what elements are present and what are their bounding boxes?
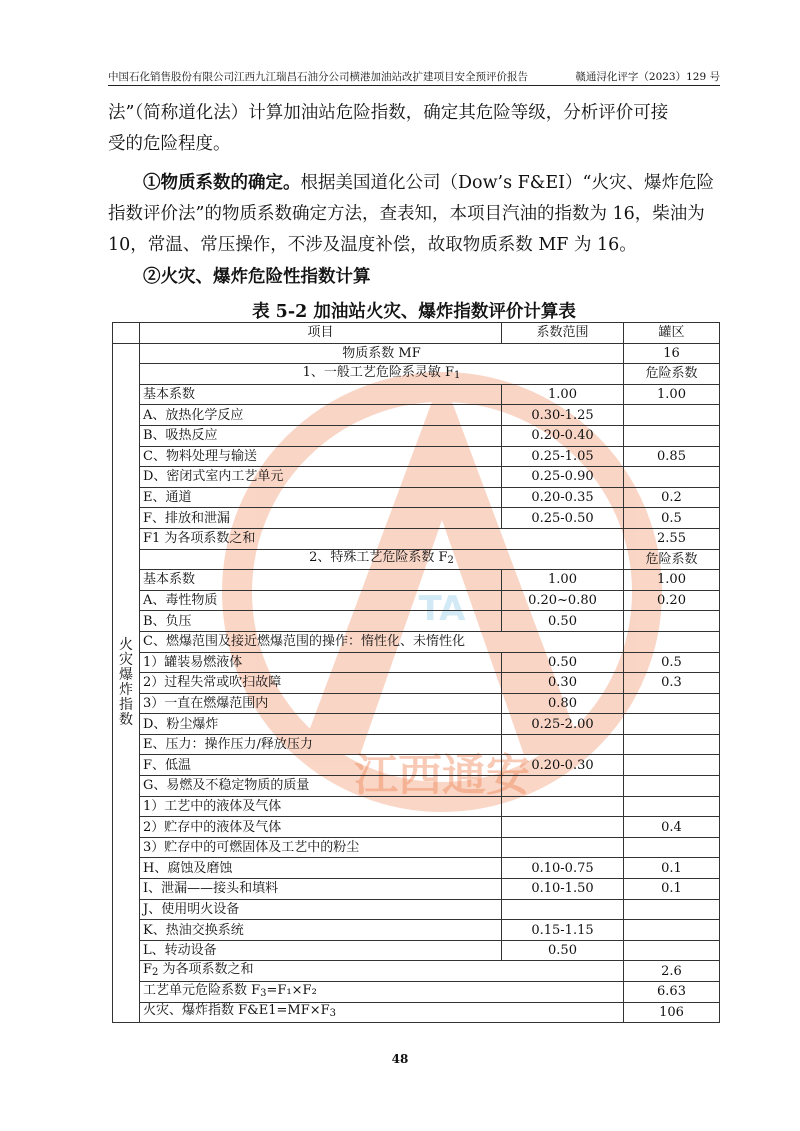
- table-row: [113, 487, 720, 508]
- f3-label-text: =F₁×F₂: [266, 982, 317, 998]
- table-row: [113, 611, 720, 632]
- side-label-char: 数: [119, 711, 133, 728]
- row-value: 0.4: [624, 817, 720, 838]
- f3-value: 6.63: [624, 982, 720, 1003]
- table-row: [113, 693, 720, 714]
- row-item: F、排放和泄漏: [140, 508, 502, 529]
- row-value: [624, 899, 720, 920]
- side-label-char: 炸: [119, 681, 133, 698]
- row-item: A、放热化学反应: [140, 405, 502, 426]
- table-row: [113, 467, 720, 488]
- section1-title-text: 1、一般工艺危险系灵敏 F: [302, 364, 455, 380]
- table-row: [113, 405, 720, 426]
- page-header: [108, 67, 720, 86]
- row-item: H、腐蚀及磨蚀: [140, 858, 502, 879]
- fei-label-text: 火灾、爆炸指数 F&E1=MF×F: [143, 1003, 330, 1019]
- row-range: [502, 796, 624, 817]
- mf-value: 16: [624, 343, 720, 364]
- table-row: [113, 631, 720, 652]
- row-value: [624, 611, 720, 632]
- table-row: [113, 673, 720, 694]
- row-item: 基本系数: [140, 570, 502, 591]
- row-range: [502, 776, 624, 797]
- row-value: [624, 405, 720, 426]
- watermark-text: 江西通安: [354, 750, 530, 801]
- fei-row: [113, 1002, 720, 1023]
- side-label-text: [119, 637, 133, 728]
- row-item: F、低温: [140, 755, 502, 776]
- header-report-title: 中国石化销售股份有限公司江西九江瑞昌石油分公司横港加油站改扩建项目安全预评价报告: [108, 71, 528, 83]
- f2-sum-label: [140, 961, 624, 982]
- fei-value: 106: [624, 1002, 720, 1023]
- fei-label: [140, 1002, 624, 1023]
- table-row: [113, 508, 720, 529]
- table-row: [113, 590, 720, 611]
- row-value: 0.3: [624, 673, 720, 694]
- row-range: 0.50: [502, 611, 624, 632]
- row-item: I、泄漏——接头和填料: [140, 879, 502, 900]
- row-range: 0.15-1.15: [502, 920, 624, 941]
- row-item: B、吸热反应: [140, 425, 502, 446]
- intro-line-1: 法”（简称道化法）计算加油站危险指数，确定其危险等级，分析评价可接: [108, 103, 669, 123]
- table-title: 表 5-2 加油站火灾、爆炸指数评价计算表: [252, 302, 576, 322]
- header-blank: [113, 323, 140, 344]
- watermark-letters: TA: [418, 589, 466, 629]
- row-item: 1）罐装易燃液体: [140, 652, 502, 673]
- row-value: 1.00: [624, 570, 720, 591]
- row-range: 0.10-1.50: [502, 879, 624, 900]
- row-value: [624, 467, 720, 488]
- row-item: E、压力：操作压力/释放压力: [140, 734, 502, 755]
- row-item: K、热油交换系统: [140, 920, 502, 941]
- table-row: [113, 920, 720, 941]
- row-item: 1）工艺中的液体及气体: [140, 796, 502, 817]
- row-item: G、易燃及不稳定物质的质量: [140, 776, 502, 797]
- row-item: L、转动设备: [140, 940, 502, 961]
- row-item: A、毒性物质: [140, 590, 502, 611]
- table-header-row: [113, 323, 720, 344]
- f2-sum-label-text: 为各项系数之和: [158, 962, 254, 978]
- row-item: D、粉尘爆炸: [140, 714, 502, 735]
- row-range: 0.30-1.25: [502, 405, 624, 426]
- row-range: 0.20-0.35: [502, 487, 624, 508]
- f3-label-text: 工艺单元危险系数 F: [143, 982, 261, 998]
- header-item: 项目: [140, 323, 502, 344]
- header-range: 系数范围: [502, 323, 624, 344]
- table-row: [113, 652, 720, 673]
- row-item: B、负压: [140, 611, 502, 632]
- row-value: [624, 631, 720, 652]
- table-row: [113, 899, 720, 920]
- row-value: [624, 796, 720, 817]
- row-range: [502, 899, 624, 920]
- row-range: [502, 734, 624, 755]
- table-row: [113, 776, 720, 797]
- row-range: 0.25-2.00: [502, 714, 624, 735]
- row-range: 0.30: [502, 673, 624, 694]
- page-number: 48: [391, 1052, 409, 1066]
- row-value: [624, 837, 720, 858]
- row-range: 0.10-0.75: [502, 858, 624, 879]
- row-value: 0.85: [624, 446, 720, 467]
- table-row: [113, 940, 720, 961]
- row-value: 0.1: [624, 879, 720, 900]
- header-report-number: 赣通浔化评字（2023）129 号: [575, 71, 720, 83]
- row-item: 3）一直在燃爆范围内: [140, 693, 502, 714]
- table-row: [113, 734, 720, 755]
- paragraph-intro: [108, 98, 720, 160]
- f1-sum-label: F1 为各项系数之和: [140, 528, 624, 549]
- row-item: 2）贮存中的液体及气体: [140, 817, 502, 838]
- row-item: 基本系数: [140, 384, 502, 405]
- row-range: 0.20~0.80: [502, 590, 624, 611]
- row-value: [624, 693, 720, 714]
- section-row: [113, 364, 720, 385]
- row-range: 0.20-0.40: [502, 425, 624, 446]
- section1-title: [140, 364, 624, 385]
- section2-col: 危险系数: [624, 549, 720, 570]
- row-range: 0.25-0.90: [502, 467, 624, 488]
- f3-label-subscript: 3: [260, 987, 267, 999]
- side-label: [113, 343, 140, 1023]
- row-range: 0.50: [502, 652, 624, 673]
- section2-title: [140, 549, 624, 570]
- f3-row: [113, 982, 720, 1003]
- row-item: 3）贮存中的可燃固体及工艺中的粉尘: [140, 837, 502, 858]
- row-value: 0.5: [624, 508, 720, 529]
- table-row: [113, 714, 720, 735]
- f2-sum-label-text: F: [143, 962, 153, 978]
- section-row: [113, 549, 720, 570]
- table-row: [113, 570, 720, 591]
- table-row: [113, 446, 720, 467]
- row-range: 1.00: [502, 384, 624, 405]
- section1-col: 危险系数: [624, 364, 720, 385]
- row-value: [624, 776, 720, 797]
- row-value: [624, 714, 720, 735]
- f2-sum-label-subscript: 2: [152, 967, 159, 979]
- table-row: [113, 343, 720, 364]
- table-row: [113, 425, 720, 446]
- header-tank: 罐区: [624, 323, 720, 344]
- row-value: 0.1: [624, 858, 720, 879]
- table-row: [113, 858, 720, 879]
- row-item: 2）过程失常或吹扫故障: [140, 673, 502, 694]
- row-range: [502, 837, 624, 858]
- row-range: 0.50: [502, 940, 624, 961]
- section2-title-subscript: 2: [447, 555, 454, 567]
- row-value: [624, 940, 720, 961]
- section2-title-text: 2、特殊工艺危险系数 F: [309, 550, 448, 566]
- f1-sum-value: 2.55: [624, 528, 720, 549]
- table-row: [113, 837, 720, 858]
- row-range: 0.25-0.50: [502, 508, 624, 529]
- mf-label: 物质系数 MF: [140, 343, 624, 364]
- row-range: 1.00: [502, 570, 624, 591]
- row-item: J、使用明火设备: [140, 899, 502, 920]
- row-value: [624, 755, 720, 776]
- f3-label: [140, 982, 624, 1003]
- table-row: [113, 796, 720, 817]
- material-factor-text: 根据美国道化公司（Dow’s F&EI）“火灾、爆炸危险指数评价法”的物质系数确定方法，查表知，本项目汽油的指数为 16，柴油为 10，常温、常压操作，不涉及温度补偿，故取物质系数 MF 为 16。: [108, 173, 715, 255]
- side-label-char: 爆: [119, 666, 133, 683]
- row-value: 0.5: [624, 652, 720, 673]
- material-factor-heading: ①物质系数的确定。: [143, 173, 301, 193]
- fire-explosion-index-table: [112, 322, 720, 1023]
- row-range: 0.25-1.05: [502, 446, 624, 467]
- section1-title-subscript: 1: [454, 369, 461, 381]
- table-row: [113, 384, 720, 405]
- row-range: 0.20-0.30: [502, 755, 624, 776]
- paragraph-index-calc-heading: [108, 262, 720, 293]
- side-label-char: 指: [119, 696, 133, 713]
- side-label-char: 火: [119, 636, 133, 653]
- f1-sum-row: [113, 528, 720, 549]
- row-value: [624, 734, 720, 755]
- row-item: D、密闭式室内工艺单元: [140, 467, 502, 488]
- row-item: E、通道: [140, 487, 502, 508]
- table-row: [113, 755, 720, 776]
- row-value: 0.2: [624, 487, 720, 508]
- side-label-char: 灾: [119, 651, 133, 668]
- fei-label-subscript: 3: [329, 1008, 336, 1020]
- index-calc-heading: ②火灾、爆炸危险性指数计算: [143, 267, 371, 287]
- f2-sum-value: 2.6: [624, 961, 720, 982]
- row-value: 0.20: [624, 590, 720, 611]
- row-range: [502, 817, 624, 838]
- row-item: C、燃爆范围及接近燃爆范围的操作：惰性化、未惰性化: [140, 631, 624, 652]
- row-item: C、物料处理与输送: [140, 446, 502, 467]
- row-range: 0.80: [502, 693, 624, 714]
- row-value: [624, 920, 720, 941]
- table-row: [113, 879, 720, 900]
- paragraph-material-factor: [108, 168, 720, 261]
- row-value: 1.00: [624, 384, 720, 405]
- f2-sum-row: [113, 961, 720, 982]
- row-value: [624, 425, 720, 446]
- intro-line-2: 受的危险程度。: [108, 134, 231, 154]
- table-row: [113, 817, 720, 838]
